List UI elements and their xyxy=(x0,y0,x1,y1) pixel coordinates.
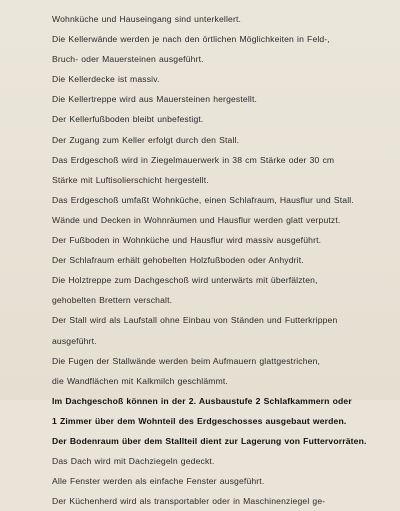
text-line: Der Schlafraum erhält gehobelten Holzfußboden oder Anhydrit. xyxy=(52,255,304,266)
text-line: Die Kellertreppe wird aus Mauersteinen hergestellt. xyxy=(52,94,258,105)
text-line: Wohnküche und Hauseingang sind unterkellert. xyxy=(52,14,242,24)
text-line: Das Erdgeschoß umfaßt Wohnküche, einen Schlafraum, Hausflur und Stall. xyxy=(52,194,354,205)
text-line: die Wandflächen mit Kalkmilch geschlämmt. xyxy=(52,375,228,386)
text-line: Der Fußboden in Wohnküche und Hausflur wird massiv ausgeführt. xyxy=(52,235,322,246)
document-body xyxy=(52,9,397,511)
text-line: gehobelten Brettern verschalt. xyxy=(52,295,173,306)
text-line: Das Erdgeschoß wird in Ziegelmauerwerk in 38 cm Stärke oder 30 cm xyxy=(52,154,335,165)
text-line: Das Dach wird mit Dachziegeln gedeckt. xyxy=(52,456,215,467)
text-line: Die Holztreppe zum Dachgeschoß wird unterwärts mit überfälzten, xyxy=(52,275,318,286)
text-line: Bruch- oder Mauersteinen ausgeführt. xyxy=(52,54,204,65)
text-line: ausgeführt. xyxy=(52,335,97,346)
text-line: Stärke mit Luftisolierschicht hergestellt. xyxy=(52,174,209,185)
text-line: Alle Fenster werden als einfache Fenster ausgeführt. xyxy=(52,476,265,487)
text-line: Die Kellerdecke ist massiv. xyxy=(52,74,160,85)
text-line: Der Bodenraum über dem Stallteil dient zur Lagerung von Futtervorräten. xyxy=(52,435,367,446)
text-line: Der Küchenherd wird als transportabler oder in Maschinenziegel ge- xyxy=(52,496,326,507)
text-line: Der Stall wird als Laufstall ohne Einbau von Ständen und Futterkrippen xyxy=(52,315,338,326)
text-line: Wände und Decken in Wohnräumen und Hausflur werden glatt verputzt. xyxy=(52,214,341,225)
text-line: Im Dachgeschoß können in der 2. Ausbaustufe 2 Schlafkammern oder xyxy=(52,395,352,406)
text-line: Die Kellerwände werden je nach den örtlichen Möglichkeiten in Feld-, xyxy=(52,34,330,45)
text-line: Der Kellerfußboden bleibt unbefestigt. xyxy=(52,114,204,125)
text-line: Die Fugen der Stallwände werden beim Aufmauern glattgestrichen, xyxy=(52,355,321,366)
text-line: Der Zugang zum Keller erfolgt durch den Stall. xyxy=(52,134,240,145)
text-line: 1 Zimmer über dem Wohnteil des Erdgeschosses ausgebaut werden. xyxy=(52,415,347,426)
